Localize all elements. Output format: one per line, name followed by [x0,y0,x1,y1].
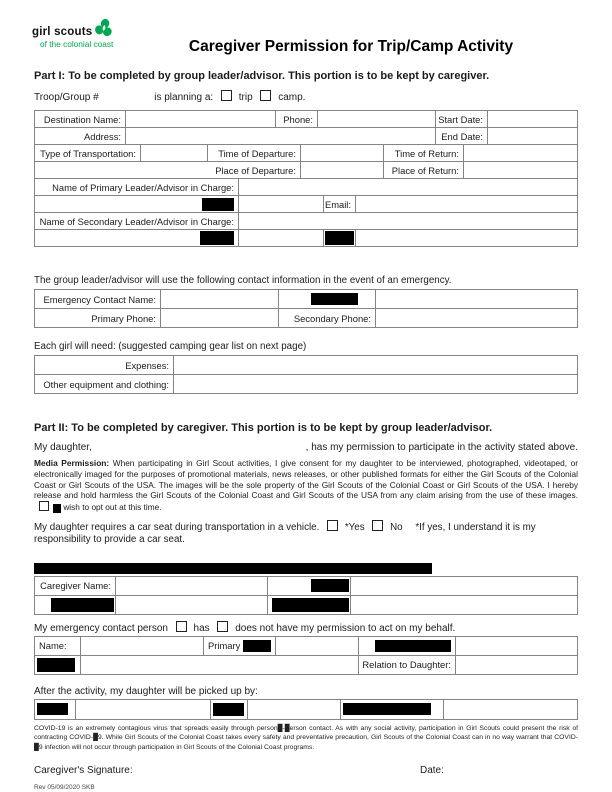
contact-name-label: Name: [39,640,67,652]
caregiver-name-label: Caregiver Name: [40,580,111,592]
header [34,18,578,66]
planning-text: is planning a: [154,92,214,103]
redaction-box [213,703,244,716]
part2-heading: Part II: To be completed by caregiver. This portion is to be kept by group leader/advisor. [34,422,493,434]
destination-name-input[interactable] [125,111,275,127]
contact-person-rest: does not have my permission to act on my behalf. [235,622,456,634]
caregiver-signature-label: Caregiver's Signature: [34,764,133,776]
media-permission-label: Media Permission: [34,458,110,468]
time-return-input[interactable] [463,145,577,161]
carseat-yes-label: *Yes [344,521,365,533]
troop-line [34,90,578,103]
secondary-phone-field-input[interactable] [375,309,577,327]
primary-leader-input[interactable] [238,179,577,195]
secondary-phone-input[interactable] [238,230,323,246]
relation-label: Relation to Daughter: [358,656,455,674]
table-row [35,356,577,374]
trip-label: trip [238,92,253,103]
daughter-line [34,442,578,453]
contact-person-line [34,621,578,634]
time-departure-label: Time of Departure: [207,145,300,161]
covid-disclaimer: COVID-19 is an extremely contagious virus that spreads easily through person█-█erson contact. As with any social activity, participation in Girl Scouts could present the risk of contracting COVID-█9. While Girl Scouts of the Colonial Coast takes every safety and preventative precaution, Girl Scouts of the Colonial Coast can in no way warrant that COVID-█9 infection will not occur through participation in Girl Scouts of the Colonial Coast programs. [34,724,578,751]
pickup-redacted-cell-3 [340,700,443,719]
contact-primary-cell [203,637,275,655]
table-row [35,655,577,674]
pickup-line: After the activity, my daughter will be picked up by: [34,685,258,697]
primary-phone-label: Primary Phone: [91,312,156,324]
destination-name-label: Destination Name: [43,113,121,125]
primary-phone-cell [35,196,238,212]
part1-heading: Part I: To be completed by group leader/advisor. This portion is to be kept by caregiver. [34,70,490,82]
caregiver-field-input-2[interactable] [350,596,577,614]
primary-email-input[interactable] [355,196,577,212]
table-row [35,111,577,127]
redaction-box [37,703,68,715]
end-date-input[interactable] [487,128,577,144]
table-row [35,229,577,246]
caregiver-extra-input[interactable] [350,577,577,595]
media-permission-paragraph [34,458,578,513]
pickup-table [34,699,578,720]
place-departure-input[interactable] [300,162,383,178]
page-title: Caregiver Permission for Trip/Camp Activity [188,38,514,55]
carseat-no-label: No [390,521,403,533]
contact-primary-label: Primary [208,640,241,652]
emergency-contact-table [34,289,578,328]
table-row [35,144,577,161]
redaction-box [343,703,431,715]
table-row [35,212,577,229]
redaction-box [325,231,354,245]
redaction-box [311,579,349,592]
time-departure-input[interactable] [300,145,383,161]
troop-group-label: Troop/Group # [34,92,99,103]
media-permission-text: When participating in Girl Scout activities, I give consent for my daughter to be interviewed, photographed, videotaped, or electronically imaged for the purposes of promotional materials, news releases, or other published formats for either the Girl Scouts of the Colonial Coast or Girl Scouts of the USA. The images will be the sole property of the Girl Scouts of the Colonial Coast or Girl Scouts of the USA. I hereby release and hold harmless the Girl Scouts of the Colonial Coast and Girl Scouts of the USA from any claim arising from the use of these images. [34,458,578,501]
emergency-extra-input[interactable] [375,290,577,308]
table-row [35,700,577,719]
carseat-note: *If yes, I understand it is my responsibility to provide a car seat. [34,521,536,546]
trip-checkbox[interactable] [221,90,232,101]
pickup-redacted-cell-1 [35,700,75,719]
expenses-label: Expenses: [125,359,169,371]
table-row [35,127,577,144]
carseat-yes-checkbox[interactable] [327,520,338,531]
time-return-label: Time of Return: [383,145,463,161]
secondary-leader-label: Name of Secondary Leader/Advisor in Charge: [39,215,234,227]
place-departure-label: Place of Departure: [215,164,296,176]
redaction-box [202,198,234,211]
carseat-text: My daughter requires a car seat during transportation in a vehicle. [34,521,320,533]
table-row [35,195,577,212]
table-row [35,595,577,614]
emergency-contact-name-label: Emergency Contact Name: [43,293,156,305]
table-row [35,637,577,655]
primary-leader-label: Name of Primary Leader/Advisor in Charge: [52,181,234,193]
contact-redacted-cell-2 [35,656,80,674]
redaction-box [53,504,61,513]
redaction-box [272,598,349,612]
redaction-box [51,598,114,612]
revision-note: Rev 05/09/2020 SKB [34,783,95,791]
caregiver-redacted-cell [267,577,350,595]
relation-input[interactable] [455,656,577,674]
contact-redacted-cell [358,637,455,655]
secondary-phone-label: Secondary Phone: [278,309,375,327]
pickup-input-3[interactable] [443,700,577,719]
end-date-label: End Date: [435,128,487,144]
redaction-box [243,640,271,652]
emergency-contact-name-input[interactable] [160,290,278,308]
daughter-name-blank[interactable] [92,442,306,453]
trefoil-icon [92,16,116,40]
redaction-bar [34,563,432,574]
secondary-leader-input[interactable] [238,213,577,229]
table-row [35,374,577,393]
contact-name-input[interactable] [80,637,203,655]
redaction-box [37,658,75,672]
phone-input[interactable] [317,111,435,127]
primary-phone-input[interactable] [238,196,323,212]
table-row [35,308,577,327]
table-row [35,161,577,178]
has-checkbox[interactable] [176,621,187,632]
address-input[interactable] [125,128,435,144]
carseat-no-checkbox[interactable] [372,520,383,531]
contact-extra-input[interactable] [455,637,577,655]
redaction-box [311,293,358,305]
media-optout-text: wish to opt out at this time. [63,502,162,513]
other-equipment-label: Other equipment and clothing: [43,378,169,390]
camp-label: camp. [278,92,306,103]
daughter-suffix: , has my permission to participate in the activity stated above. [305,442,578,453]
primary-phone-field-input[interactable] [160,309,278,327]
table-row [35,577,577,595]
place-return-input[interactable] [463,162,577,178]
redaction-box [375,640,451,652]
emergency-intro: The group leader/advisor will use the following contact information in the event of an emergency. [34,275,452,286]
transportation-label: Type of Transportation: [40,147,136,159]
expenses-input[interactable] [173,356,577,374]
secondary-phone-cell [35,230,238,246]
pickup-input-2[interactable] [247,700,340,719]
place-return-label: Place of Return: [383,162,463,178]
does-not-checkbox[interactable] [217,621,228,632]
address-label: Address: [84,130,121,142]
contact-primary-input[interactable] [275,637,358,655]
pickup-redacted-cell-2 [210,700,247,719]
contact-person-text: My emergency contact person [34,622,168,634]
secondary-email-input[interactable] [355,230,577,246]
table-row [35,290,577,308]
caregiver-field-input[interactable] [115,596,267,614]
contact-person-table [34,636,578,675]
logo-text-bottom: of the colonial coast [40,38,114,49]
caregiver-name-input[interactable] [115,577,267,595]
signature-row [34,765,578,778]
contact-field-input[interactable] [80,656,358,674]
pickup-input-1[interactable] [75,700,210,719]
carseat-paragraph [34,520,578,547]
date-label: Date: [420,764,444,776]
caregiver-redacted-cell-2 [35,596,115,614]
trip-details-table [34,110,578,247]
logo-text-top: girl scouts [32,26,93,38]
start-date-label: Start Date: [435,111,487,127]
has-label: has [193,622,210,634]
gear-intro: Each girl will need: (suggested camping gear list on next page) [34,341,307,352]
secondary-email-cell [323,230,355,246]
media-optout-checkbox[interactable] [39,501,49,511]
emergency-redacted-cell [278,290,375,308]
gear-table [34,355,578,394]
caregiver-table [34,576,578,615]
transportation-input[interactable] [140,145,207,161]
table-row [35,178,577,195]
daughter-prefix: My daughter, [34,442,92,453]
other-equipment-input[interactable] [173,375,577,393]
redaction-box [200,231,234,245]
caregiver-redacted-cell-3 [267,596,350,614]
primary-email-label: Email: [323,196,355,212]
phone-label: Phone: [275,111,317,127]
start-date-input[interactable] [487,111,577,127]
camp-checkbox[interactable] [260,90,271,101]
